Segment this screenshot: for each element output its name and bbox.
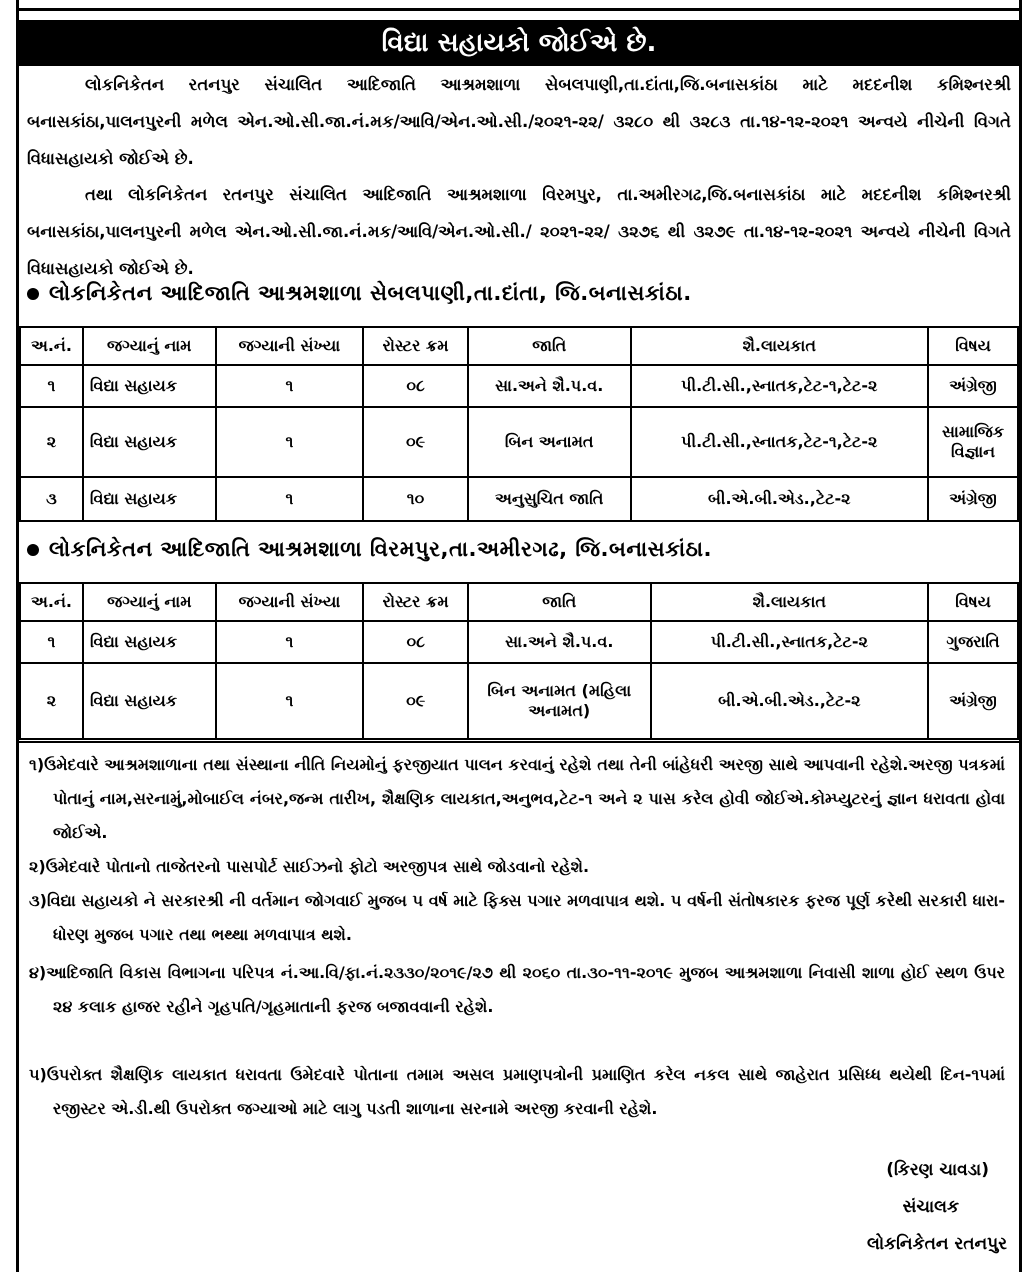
signatory-name: (કિરણ ચાવડા) bbox=[886, 1160, 989, 1180]
header-cell: જગ્યાનું નામ bbox=[83, 327, 216, 365]
table-cell: ૦૮ bbox=[363, 365, 468, 407]
table-header-row bbox=[20, 583, 1018, 621]
table-cell: અંગ્રેજી bbox=[928, 477, 1018, 521]
table-row bbox=[20, 621, 1018, 663]
table-cell: બિન અનામત bbox=[468, 407, 631, 477]
intro-paragraph-2: તથા લોકનિકેતન રતનપુર સંચાલિત આદિજાતિ આશ્રમશાળા વિરમપુર, તા.અમીરગઢ,જિ.બનાસકાંઠા માટે મદદનીશ કમિશ્નરશ્રી બનાસકાંઠા,પાલનપુરની મળેલ એન.ઓ.સી.જા.નં.મક/આવિ/એન.ઓ.સી./ ૨૦૨૧-૨૨/ ૩૨૭૬ થી ૩૨૭૯ તા.૧૪-૧૨-૨૦૨૧ અન્વયે નીચેની વિગતે વિધાસહાયકો જોઈએ છે. bbox=[27, 185, 1011, 278]
table-cell: સા.અને શૈ.પ.વ. bbox=[468, 365, 631, 407]
header-cell: રોસ્ટર ક્રમ bbox=[363, 583, 468, 621]
table-cell: અનુસુચિત જાતિ bbox=[468, 477, 631, 521]
table-cell: બી.એ.બી.એડ.,ટેટ-૨ bbox=[631, 477, 929, 521]
table-row bbox=[20, 477, 1018, 521]
school2-heading bbox=[27, 537, 712, 562]
table-cell: વિદ્યા સહાયક bbox=[83, 407, 216, 477]
header-cell: જગ્યાનું નામ bbox=[83, 583, 216, 621]
school2-table bbox=[19, 582, 1019, 740]
header-cell: અ.નં. bbox=[20, 583, 83, 621]
table-row bbox=[20, 407, 1018, 477]
rule-3: ૩)વિદ્યા સહાયકો ને સરકારશ્રી ની વર્તમાન જોગવાઈ મુજબ ૫ વર્ષ માટે ફિક્સ પગાર મળવાપાત્ર થશે. ૫ વર્ષની સંતોષકારક ફરજ પૂર્ણ કરેથી સરકારી ધારા-ધોરણ મુજબ પગાર તથા ભથ્થા મળવાપાત્ર થશે. bbox=[29, 891, 1005, 944]
table-cell: ૧ bbox=[216, 621, 364, 663]
advertisement-sheet bbox=[16, 0, 1022, 1272]
table-cell: ૧ bbox=[216, 365, 364, 407]
bullet-icon bbox=[27, 288, 39, 300]
table-cell: ૧ bbox=[20, 621, 83, 663]
table-cell: ૦૯ bbox=[363, 663, 468, 739]
table-cell: ૩ bbox=[20, 477, 83, 521]
table-cell: બિન અનામત (મહિલા અનામત) bbox=[468, 663, 651, 739]
table-cell: પી.ટી.સી.,સ્નાતક,ટેટ-૧,ટેટ-૨ bbox=[631, 365, 929, 407]
header-cell: રોસ્ટર ક્રમ bbox=[363, 327, 468, 365]
school2-title: લોકનિકેતન આદિજાતિ આશ્રમશાળા વિરમપુર,તા.અમીરગઢ, જિ.બનાસકાંઠા. bbox=[49, 537, 712, 561]
table-cell: પી.ટી.સી.,સ્નાતક,ટેટ-૧,ટેટ-૨ bbox=[631, 407, 929, 477]
table-cell: સા.અને શૈ.પ.વ. bbox=[468, 621, 651, 663]
table-cell: સામાજિક વિજ્ઞાન bbox=[928, 407, 1018, 477]
rule-4: ૪)આદિજાતિ વિકાસ વિભાગના પરિપત્ર નં.આ.વિ/ફા.નં.૨૩૩૦/૨૦૧૯/૨૭ થી ૨૦૬૦ તા.૩૦-૧૧-૨૦૧૯ મુજબ આશ્રમશાળા નિવાસી શાળા હોઈ સ્થળ ઉપર ૨૪ કલાક હાજર રહીને ગૃહપતિ/ગૃહમાતાની ફરજ બજાવવાની રહેશે. bbox=[29, 963, 1005, 1016]
header-cell: વિષય bbox=[928, 583, 1018, 621]
table-cell: ૨ bbox=[20, 663, 83, 739]
bullet-icon bbox=[27, 544, 39, 556]
table-cell: ગુજરાતિ bbox=[928, 621, 1018, 663]
intro-paragraph-1: લોકનિકેતન રતનપુર સંચાલિત આદિજાતિ આશ્રમશાળા સેબલપાણી,તા.દાંતા,જિ.બનાસકાંઠા માટે મદદનીશ કમિશ્નરશ્રી બનાસકાંઠા,પાલનપુરની મળેલ એન.ઓ.સી.જા.નં.મક/આવિ/એન.ઓ.સી./૨૦૨૧-૨૨/ ૩૨૮૦ થી ૩૨૮૩ તા.૧૪-૧૨-૨૦૨૧ અન્વયે નીચેની વિગતે વિધાસહાયકો જોઈએ છે. bbox=[27, 75, 1011, 168]
rule-1: ૧)ઉમેદવારે આશ્રમશાળાના તથા સંસ્થાના નીતિ નિયમોનું ફરજીયાત પાલન કરવાનું રહેશે તથા તેની બાંહેધરી અરજી સાથે આપવાની રહેશે.અરજી પત્રકમાં પોતાનું નામ,સરનામું,મોબાઈલ નંબર,જન્મ તારીખ, શૈક્ષણિક લાયકાત,અનુભવ,ટેટ-૧ અને ૨ પાસ કરેલ હોવી જોઈએ.કોમ્પ્યુટરનું જ્ઞાન ધરાવતા હોવા જોઈએ. bbox=[29, 755, 1005, 842]
table-cell: પી.ટી.સી.,સ્નાતક,ટેટ-૨ bbox=[651, 621, 929, 663]
table-cell: ૦૯ bbox=[363, 407, 468, 477]
table-cell: બી.એ.બી.એડ.,ટેટ-૨ bbox=[651, 663, 929, 739]
table-cell: ૧ bbox=[216, 477, 364, 521]
page-title: વિદ્યા સહાયકો જોઈએ છે. bbox=[19, 20, 1019, 66]
table-cell: અંગ્રેજી bbox=[928, 365, 1018, 407]
header-cell: જાતિ bbox=[468, 327, 631, 365]
table-cell: વિદ્યા સહાયક bbox=[83, 621, 216, 663]
school1-heading bbox=[27, 281, 692, 306]
table-row bbox=[20, 365, 1018, 407]
table-cell: વિદ્યા સહાયક bbox=[83, 365, 216, 407]
top-border bbox=[19, 0, 1019, 11]
header-cell: વિષય bbox=[928, 327, 1018, 365]
header-cell: જગ્યાની સંખ્યા bbox=[216, 327, 364, 365]
header-cell: જગ્યાની સંખ્યા bbox=[216, 583, 364, 621]
header-cell: શૈ.લાયકાત bbox=[631, 327, 929, 365]
table-cell: ૦૮ bbox=[363, 621, 468, 663]
header-cell: જાતિ bbox=[468, 583, 651, 621]
signatory-org: લોકનિકેતન રતનપુર bbox=[866, 1234, 1007, 1254]
school1-title: લોકનિકેતન આદિજાતિ આશ્રમશાળા સેબલપાણી,તા.દાંતા, જિ.બનાસકાંઠા. bbox=[49, 281, 692, 305]
table-cell: ૧ bbox=[216, 407, 364, 477]
school1-table bbox=[19, 326, 1019, 522]
table-cell: વિદ્યા સહાયક bbox=[83, 663, 216, 739]
table-cell: ૧ bbox=[216, 663, 364, 739]
table-cell: વિદ્યા સહાયક bbox=[83, 477, 216, 521]
header-cell: શૈ.લાયકાત bbox=[651, 583, 929, 621]
table-row bbox=[20, 663, 1018, 739]
signatory-role: સંચાલક bbox=[902, 1197, 959, 1217]
table-cell: ૧ bbox=[20, 365, 83, 407]
table-cell: ૧૦ bbox=[363, 477, 468, 521]
table-cell: ૨ bbox=[20, 407, 83, 477]
table-header-row bbox=[20, 327, 1018, 365]
rule-5: ૫)ઉપરોક્ત શૈક્ષણિક લાયકાત ધરાવતા ઉમેદવારે પોતાના તમામ અસલ પ્રમાણપત્રોની પ્રમાણિત કરેલ નકલ સાથે જાહેરાત પ્રસિધ્ધ થયેથી દિન-૧૫માં રજીસ્ટર એ.ડી.થી ઉપરોક્ત જગ્યાઓ માટે લાગુ પડતી શાળાના સરનામે અરજી કરવાની રહેશે. bbox=[29, 1065, 1005, 1118]
table-cell: અંગ્રેજી bbox=[928, 663, 1018, 739]
header-cell: અ.નં. bbox=[20, 327, 83, 365]
rules-divider bbox=[19, 741, 1019, 743]
rule-2: ૨)ઉમેદવારે પોતાનો તાજેતરનો પાસપોર્ટ સાઈઝનો ફોટો અરજીપત્ર સાથે જોડવાનો રહેશે. bbox=[29, 857, 590, 876]
